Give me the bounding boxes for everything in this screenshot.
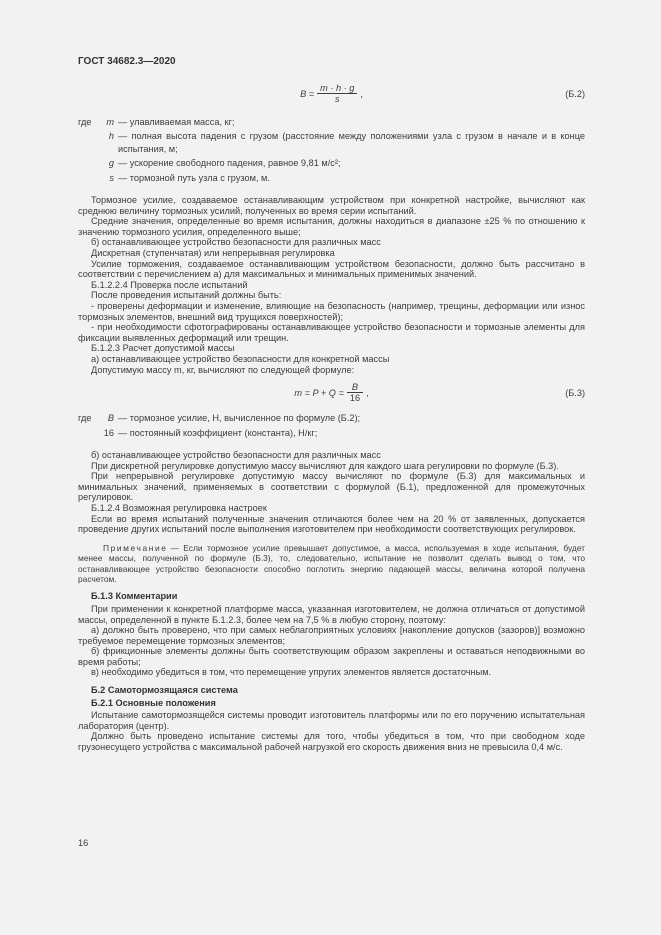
list-item-dash: - проверены деформации и изменение, влияющие на безопасность (например, трещины, деформации или износ тормозных элементов, внешний вид трущихся поверхностей);: [78, 300, 585, 322]
formula-b3-comma: ,: [366, 387, 369, 398]
formula-b3-fraction: [347, 382, 363, 403]
where-var: h: [108, 131, 114, 142]
note-label: Примечание: [103, 542, 168, 553]
formula-b2-lhs: B =: [300, 88, 315, 99]
section-heading-b13: Б.1.3 Комментарии: [91, 591, 178, 602]
where-var: 16: [103, 427, 114, 438]
where-desc: — тормозное усилие, Н, вычисленное по формуле (Б.2);: [118, 413, 361, 424]
where-item: [78, 412, 585, 424]
list-item-v: в) необходимо убедиться в том, что перемещение упругих элементов является достаточным.: [91, 667, 492, 678]
list-item-b: б) останавливающее устройство безопасности для различных масс: [91, 237, 381, 248]
formula-b3-denominator: 16: [347, 392, 363, 403]
formula-b2-denominator: s: [317, 93, 357, 104]
formula-b2-expression: [300, 83, 363, 104]
formula-b3-numerator: B: [351, 382, 359, 393]
formula-b3-label: (Б.3): [565, 387, 585, 398]
where-item: [78, 130, 585, 155]
section-heading-b2: Б.2 Самотормозящаяся система: [91, 685, 238, 696]
section-heading-b21: Б.2.1 Основные положения: [91, 697, 216, 708]
formula-b2-comma: ,: [360, 88, 363, 99]
list-item-b: б) останавливающее устройство безопасности для различных масс: [91, 449, 381, 460]
page-content: [78, 56, 585, 753]
where-desc: — ускорение свободного падения, равное 9,81 м/с²;: [118, 158, 341, 169]
clause-heading-b123: Б.1.2.3 Расчет допустимой массы: [91, 343, 235, 354]
where-item: [78, 427, 585, 439]
paragraph: Допустимую массу m, кг, вычисляют по следующей формуле:: [91, 364, 355, 375]
paragraph: При дискретной регулировке допустимую массу вычисляют для каждого шага регулировки по формуле (Б.3).: [91, 460, 559, 471]
where-desc: — постоянный коэффициент (константа), Н/кг;: [118, 427, 318, 438]
paragraph: Испытание самотормозящейся системы проводит изготовитель платформы или по его поручению испытательная лаборатория (центр).: [78, 710, 585, 731]
paragraph: Должно быть проведено испытание системы для того, чтобы убедиться в том, что при свободном ходе грузонесущего устройства с максимальной рабочей нагрузкой его скорость движения вниз не превысила 0,4 м/с.: [78, 731, 585, 753]
where-item: [78, 172, 585, 184]
paragraph: Дискретная (ступенчатая) или непрерывная регулировка: [91, 248, 335, 258]
formula-b3-expression: [294, 382, 368, 403]
formula-b3: [78, 382, 585, 403]
where-desc: — улавливаемая масса, кг;: [118, 117, 235, 127]
formula-b2: [78, 83, 585, 104]
paragraph: Средние значения, определенные во время испытания, должны находиться в диапазоне ±25 % по отношению к значению тормозного усилия, определенного выше;: [78, 216, 585, 237]
paragraph: При применении к конкретной платформе масса, указанная изготовителем, не должна отличаться от допустимой массы, определенной в пункте Б.1.2.3, более чем на 7,5 % в любую сторону, поэтому:: [78, 603, 585, 625]
where-desc: — полная высота падения с грузом (расстояние между положениями узла с грузом в начале и в конце испытания, м;: [118, 131, 585, 154]
where-desc: — тормозной путь узла с грузом, м.: [118, 172, 270, 183]
where-item: [78, 157, 585, 169]
paragraph: Если во время испытаний полученные значения отличаются более чем на 20 % от заявленных, допускается проведение других испытаний после выполнения изготовителем при необходимости соответствующих регулировок.: [78, 513, 585, 535]
where-var: B: [107, 413, 114, 424]
note-text: — Если тормозное усилие превышает допустимое, а масса, используемая в ходе испытания, будет менее массы, полученной по формуле (Б.3), то, следовательно, испытание не позволит сделать вывод о том, что останавливающее устройство безопасности способно поглотить энергию падающей массы, величина которой получена расчетом.: [78, 542, 585, 584]
list-item-dash: - при необходимости сфотографированы останавливающее устройство безопасности и тормозные элементы для фиксации выявленных деформаций или трещин.: [78, 322, 585, 343]
where-list-b2: [78, 116, 585, 184]
page-number: 16: [78, 838, 89, 848]
paragraph: Тормозное усилие, создаваемое останавливающим устройством при конкретной настройке, вычисляют как среднюю величину тормозных усилий, полученных во время серии испытаний.: [78, 195, 585, 216]
where-var: g: [108, 158, 114, 169]
list-item-b: б) фрикционные элементы должны быть соответствующим образом закреплены и оставаться неподвижными во время работы;: [78, 646, 585, 667]
where-item: [78, 116, 585, 128]
where-intro: где: [78, 117, 92, 127]
formula-b2-numerator: m · h · g: [320, 83, 355, 93]
formula-b2-label: (Б.2): [565, 88, 585, 99]
list-item-a: а) останавливающее устройство безопасности для конкретной массы: [91, 353, 390, 364]
where-intro: где: [78, 413, 92, 424]
paragraph: После проведения испытаний должны быть:: [91, 290, 282, 301]
formula-b3-lhs: m = P + Q =: [294, 387, 344, 398]
document-title: ГОСТ 34682.3—2020: [78, 56, 176, 67]
paragraph: При непрерывной регулировке допустимую массу вычисляют по формуле (Б.3) для максимальных и минимальных значений, применяемых в соответствии с формулой (Б.1), предложенной для промежуточных регулировок.: [78, 471, 585, 503]
paragraph: Усилие торможения, создаваемое останавливающим устройством безопасности, должно быть рассчитано в соответствии с перечислением а) для максимальных и минимальных применимых значений.: [78, 258, 585, 280]
note: [78, 543, 585, 585]
clause-heading-b1224: Б.1.2.2.4 Проверка после испытаний: [91, 279, 248, 290]
formula-b2-fraction: [317, 83, 357, 104]
where-list-b3: [78, 412, 585, 439]
where-var: s: [109, 172, 114, 183]
list-item-a: а) должно быть проверено, что при самых неблагоприятных условиях [накопление допусков (зазоров)] возможно требуемое перемещение тормозных элементов;: [78, 625, 585, 646]
clause-heading-b124: Б.1.2.4 Возможная регулировка настроек: [91, 502, 267, 513]
where-var: m: [106, 117, 114, 127]
